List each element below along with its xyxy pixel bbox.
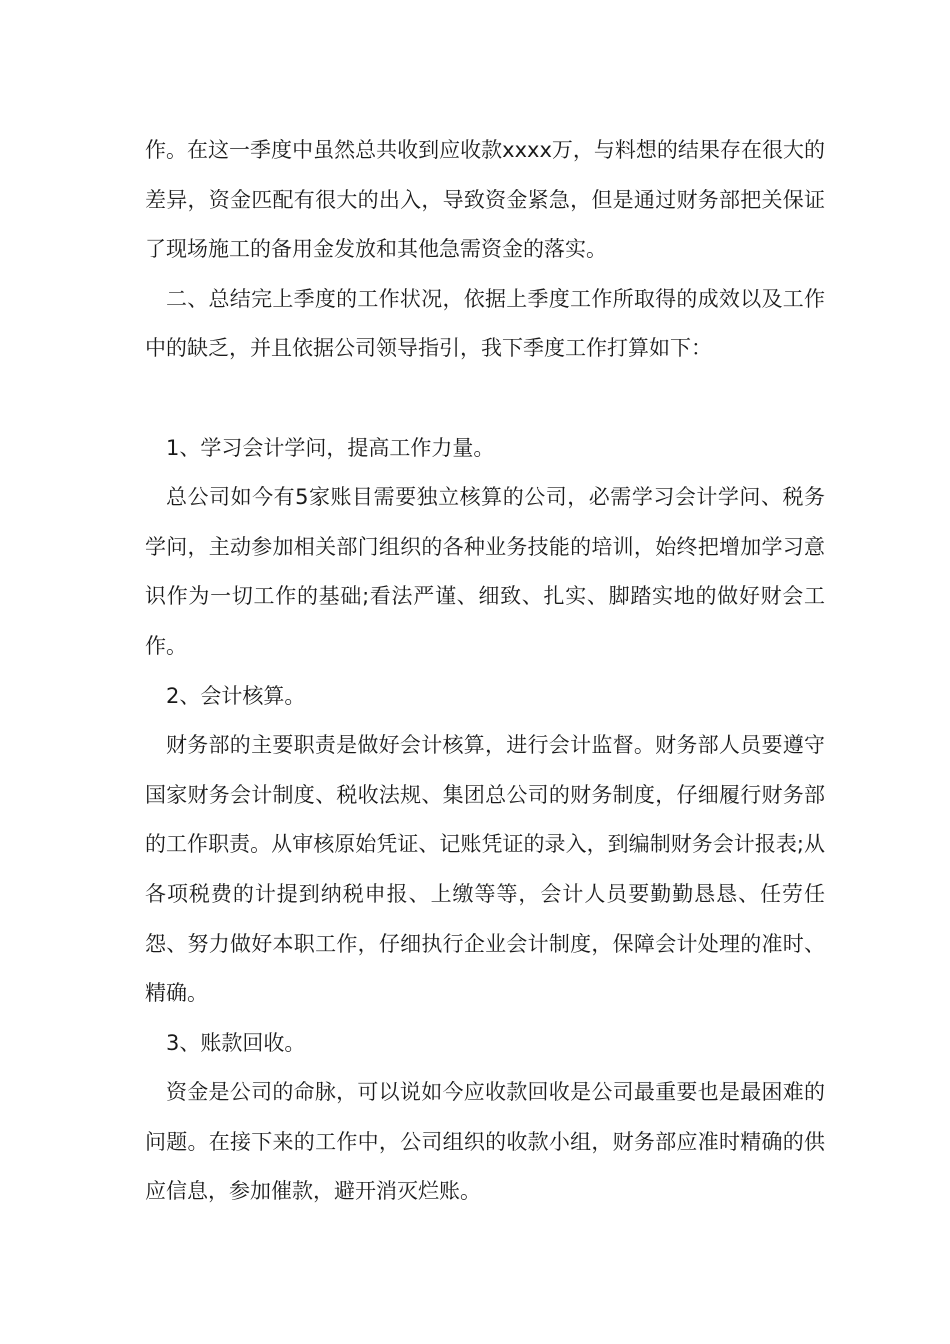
heading-receivables: 3、账款回收。 xyxy=(166,1030,306,1055)
paragraph-section-two-intro: 二、总结完上季度的工作状况，依据上季度工作所取得的成效以及工作中的缺乏，并且依据公司领导指引，我下季度工作打算如下： xyxy=(145,286,825,361)
heading-study-accounting: 1、学习会计学问，提高工作力量。 xyxy=(166,435,495,460)
blank-line xyxy=(145,374,825,424)
paragraph-study-accounting: 总公司如今有5家账目需要独立核算的公司，必需学习会计学问、税务学问，主动参加相关部门组织的各种业务技能的培训，始终把增加学习意识作为一切工作的基础;看法严谨、细致、扎实、脚踏实地的做好财会工作。 xyxy=(145,485,825,658)
document-body xyxy=(145,126,825,1217)
heading-accounting: 2、会计核算。 xyxy=(166,683,306,708)
paragraph-accounting: 财务部的主要职责是做好会计核算，进行会计监督。财务部人员要遵守国家财务会计制度、税收法规、集团总公司的财务制度，仔细履行财务部的工作职责。从审核原始凭证、记账凭证的录入，到编制财务会计报表;从各项税费的计提到纳税申报、上缴等等，会计人员要勤勤恳恳、任劳任怨、努力做好本职工作，仔细执行企业会计制度，保障会计处理的准时、精确。 xyxy=(145,733,825,1006)
paragraph-funds-summary: 作。在这一季度中虽然总共收到应收款xxxx万，与料想的结果存在很大的差异，资金匹配有很大的出入，导致资金紧急，但是通过财务部把关保证了现场施工的备用金发放和其他急需资金的落实。 xyxy=(145,138,825,262)
paragraph-receivables: 资金是公司的命脉，可以说如今应收款回收是公司最重要也是最困难的问题。在接下来的工作中，公司组织的收款小组，财务部应准时精确的供应信息，参加催款，避开消灭烂账。 xyxy=(145,1080,825,1204)
